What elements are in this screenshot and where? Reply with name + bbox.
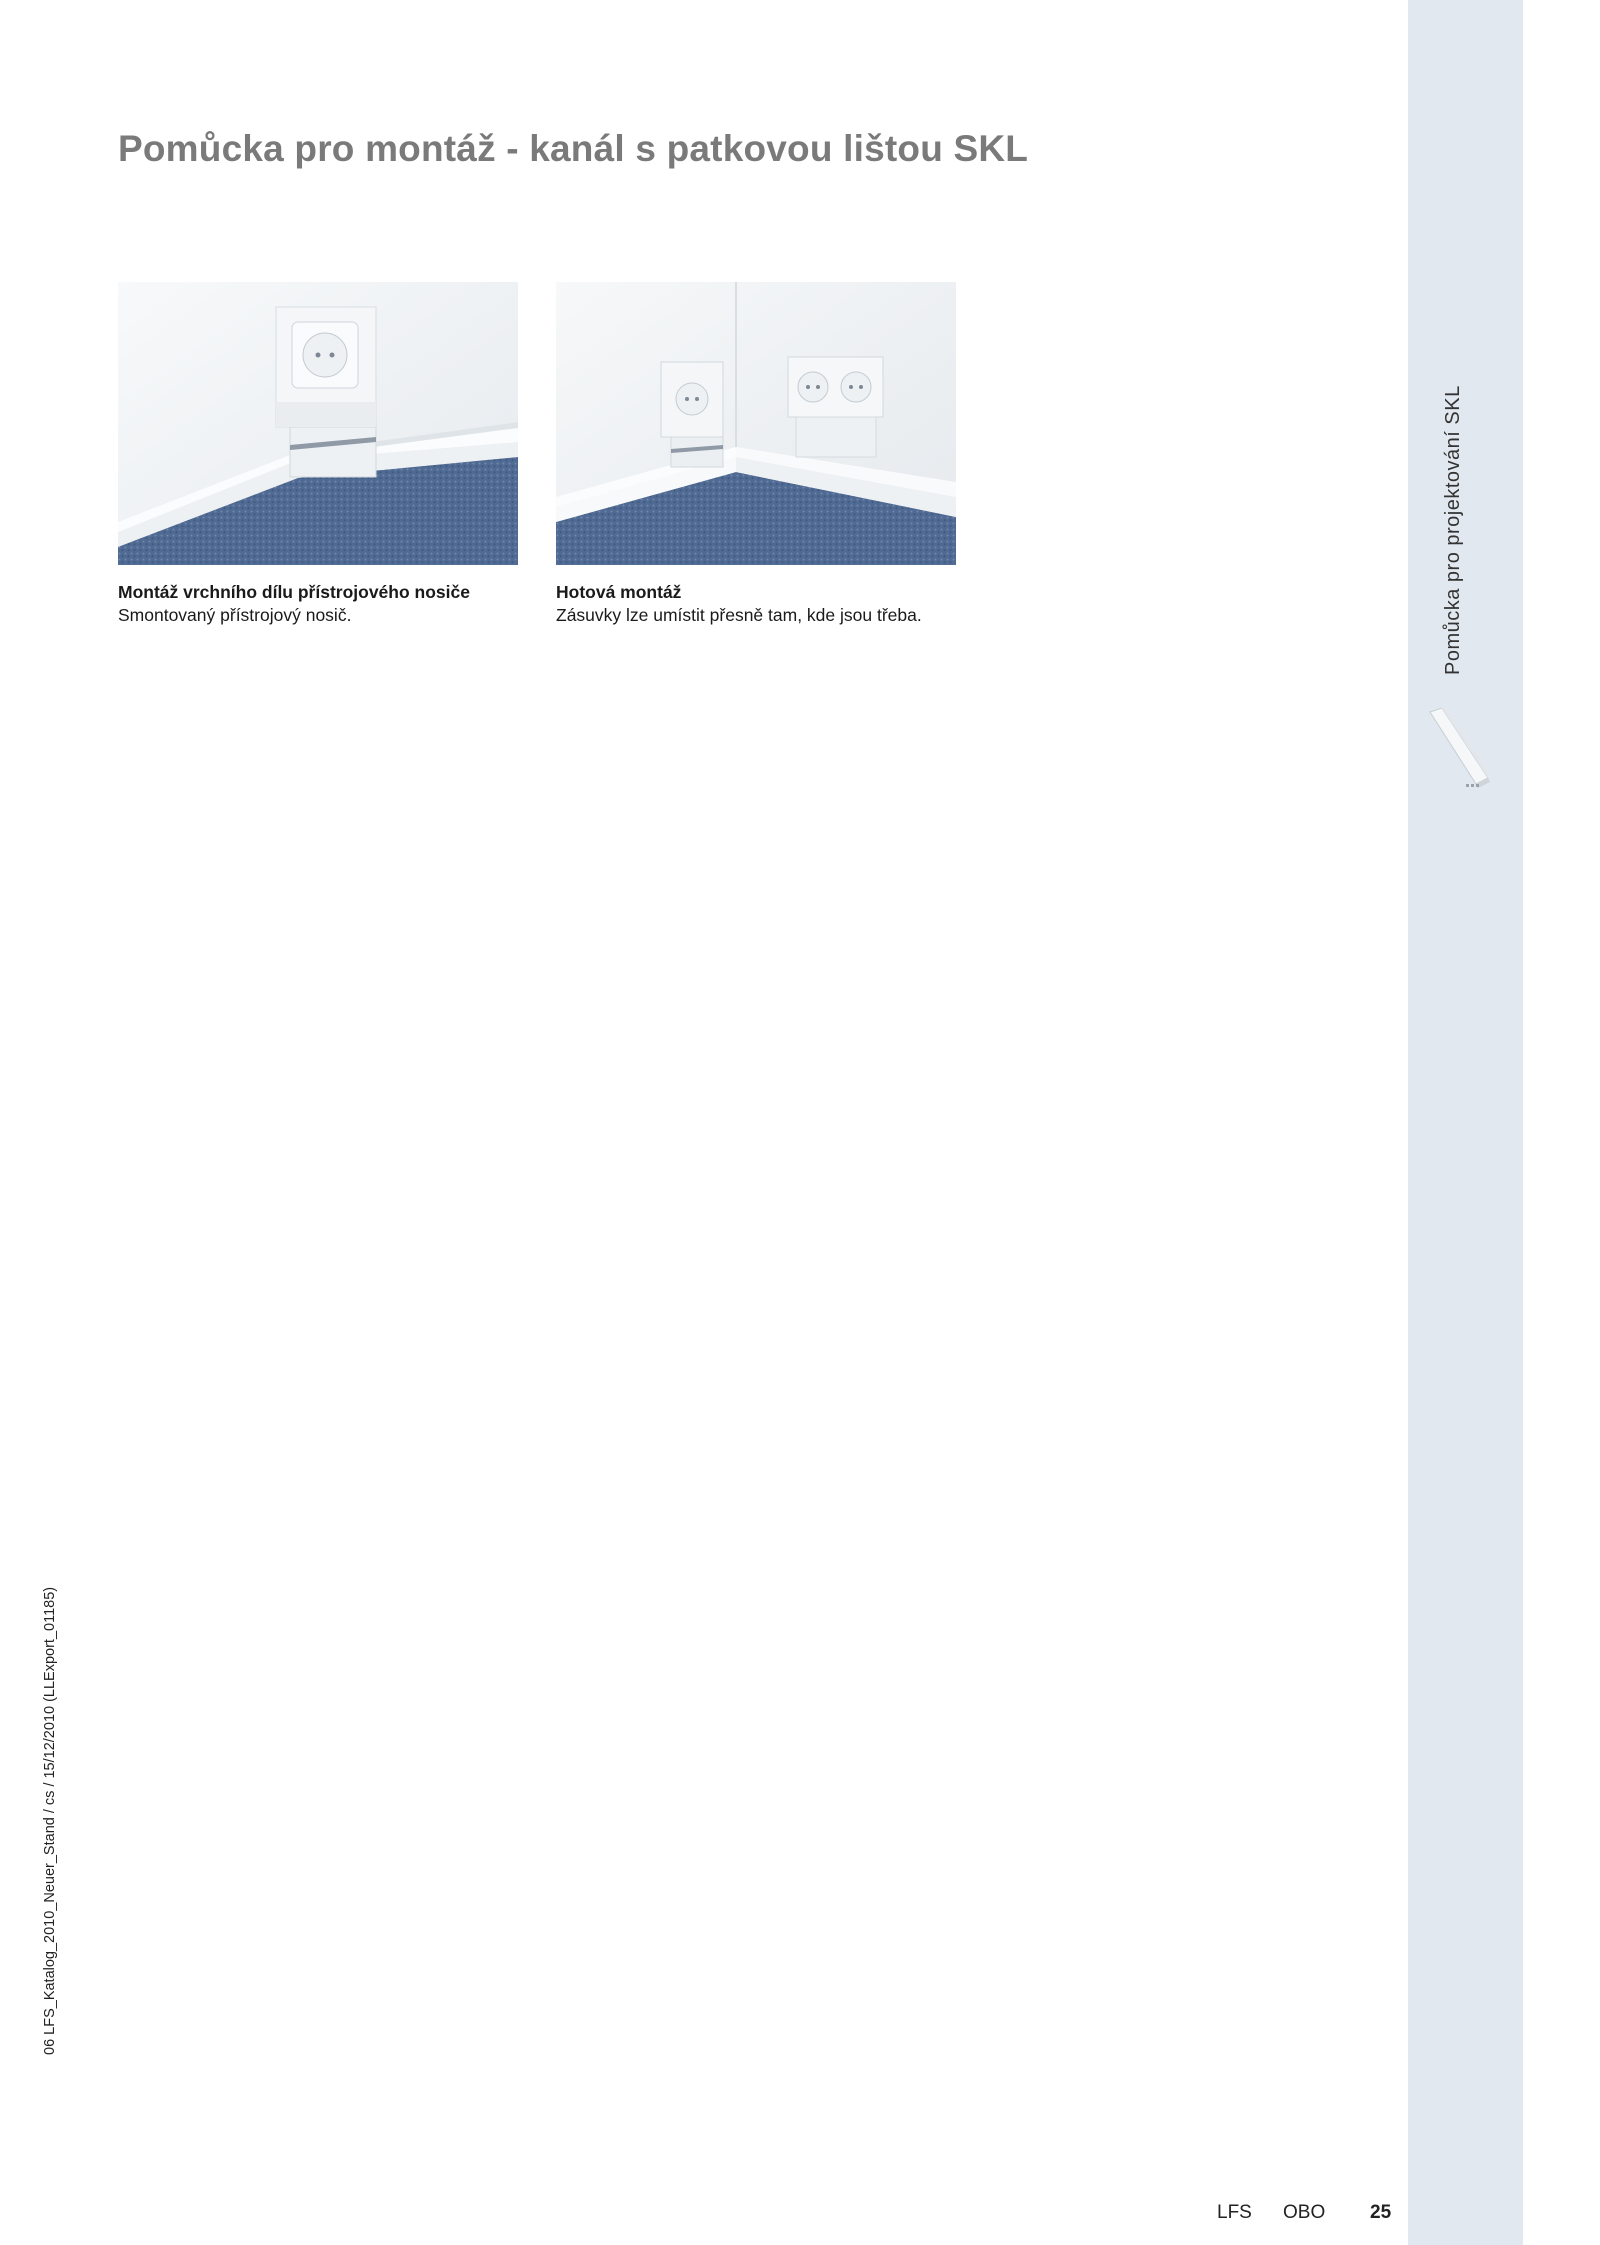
page-title: Pomůcka pro montáž - kanál s patkovou lištou SKL xyxy=(118,128,1029,169)
page-number: 25 xyxy=(1370,2202,1392,2223)
footer-brand: OBO xyxy=(1283,2202,1326,2223)
figure-caption-text: Smontovaný přístrojový nosič. xyxy=(118,605,352,625)
figure-finished-assembly xyxy=(556,282,956,627)
photo-device-carrier-assembly xyxy=(118,282,518,565)
figure-device-carrier-assembly xyxy=(118,282,518,627)
photo-finished-assembly xyxy=(556,282,956,565)
side-panel xyxy=(1408,0,1523,2245)
figure-caption-title: Hotová montáž xyxy=(556,582,682,602)
document-id-text: 06 LFS_Katalog_2010_Neuer_Stand / cs / 15/12/2010 (LLExport_01185) xyxy=(42,1586,58,2055)
figure-caption-text: Zásuvky lze umístit přesně tam, kde jsou třeba. xyxy=(556,605,922,625)
side-section-label-text: Pomůcka pro projektování SKL xyxy=(1442,385,1464,675)
figure-caption-title: Montáž vrchního dílu přístrojového nosiče xyxy=(118,582,470,602)
footer-lfs: LFS xyxy=(1217,2202,1252,2223)
cable-trunking-thumbnail-icon xyxy=(1428,708,1492,792)
